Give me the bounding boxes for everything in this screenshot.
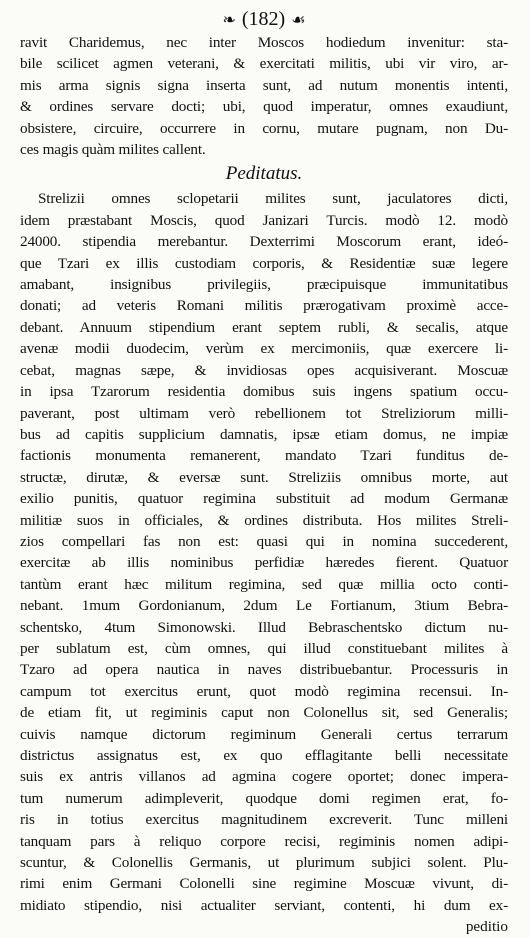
text-line: schentsko, 4tum Simonowski. Illud Bebraschentsko dictum nu-	[20, 618, 508, 636]
text-line: obsistere, circuire, occurrere in cornu, mutare pugnam, non Du-	[20, 119, 508, 137]
text-line: tum numerum adimpleverit, quodque domi regimen erat, fo-	[20, 789, 508, 807]
text-line: structæ, dirutæ, & eversæ sunt. Streliziis omnibus morte, aut	[20, 468, 508, 486]
text-line: per sublatum est, cùm omnes, qui illud constituebant milites à	[20, 639, 508, 657]
text-line: debant. Annuum stipendium erant septem rubli, & secalis, atque	[20, 318, 508, 336]
text-line: paverant, post ultimam verò rebellionem tot Streliziorum milli-	[20, 404, 508, 422]
text-line: de etiam fit, ut regiminis caput non Colonellus sit, sed Generalis;	[20, 704, 508, 722]
page-number: (182)	[241, 8, 286, 30]
text-line: bile scilicet agmen veterani, & exercitati militis, ubi vir viro, ar-	[20, 55, 508, 73]
text-line: Strelizii omnes sclopetarii milites sunt, jaculatores dicti,	[38, 190, 508, 208]
text-line: amabant, insignibus privilegiis, præcipuisque immunitatibus	[20, 276, 508, 294]
paragraph-peditatus	[20, 188, 508, 916]
text-line: bus ad capitis supplicium damnatis, ipsæ etiam domus, ne impiæ	[20, 425, 508, 443]
text-line: cebat, magnas sæpe, & invidiosas opes acquisiverant. Moscuæ	[20, 361, 508, 379]
text-line: districtus assignatus est, ex quo efflagitante belli necessitate	[20, 747, 508, 764]
catchword: peditio	[465, 918, 508, 936]
text-line: midiato stipendio, nisi actualiter serviant, contenti, hi dum ex-	[20, 896, 508, 914]
text-line: in ipsa Tzarorum residentia domibus suis ingens spatium occu-	[20, 383, 508, 401]
text-line: nebant. 1mum Gordonianum, 2dum Le Fortianum, 3tium Bebra-	[20, 597, 508, 615]
text-line: ces magis quàm milites callent.	[20, 141, 206, 159]
text-line: Tzaro ad opera nautica in naves distribuebantur. Processuris in	[20, 661, 508, 679]
ornament-right-icon: ☙	[291, 12, 306, 29]
text-line: scuntur, & Colonellis Germanis, ut plurimum subjici solent. Plu-	[20, 854, 508, 872]
text-line: & ordines servare docti; ubi, quod imperatur, omnes exaudiunt,	[20, 98, 508, 116]
text-line: zios compellari fas non est: quasi qui in nomina succederent,	[20, 532, 508, 550]
paragraph-continued	[20, 32, 508, 160]
text-line: exercitæ ab illis nominibus perfidiæ hæredes fierent. Quatuor	[20, 554, 508, 572]
text-line: idem præstabant Moscis, quod Janizari Turcis. modò 12. modò	[20, 211, 508, 229]
text-line: ravit Charidemus, nec inter Moscos hodiedum invenitur: sta-	[20, 34, 508, 51]
text-line: donati; ad veteris Romani militis prærogativam proximè acce-	[20, 297, 508, 315]
text-line: exilio punitis, quatuor regimina substituit ad modum Germanæ	[20, 490, 508, 508]
text-line: suis ex antris villanos ad agmina cogere oportet; donec impera-	[20, 768, 508, 786]
text-line: rimi enim Germani Colonelli sine regimine Moscuæ vivunt, di-	[20, 875, 508, 893]
text-line: militiæ suos in officiales, & ordines distributa. Hos milites Streli-	[20, 511, 508, 529]
ornament-left-icon: ❧	[222, 12, 236, 29]
text-line: que Tzari ex illis custodiam corporis, & Residentiæ suæ legere	[20, 254, 508, 272]
text-line: mis arma signis signa inserta sunt, ad nutum monentis intenti,	[20, 76, 508, 94]
text-line: campum tot exercitus erunt, quot modò regimina recensui. In-	[20, 682, 508, 700]
section-heading: Peditatus.	[225, 163, 303, 185]
text-line: ris in totius exercitus magnitudinem excreverit. Tunc milleni	[20, 811, 508, 829]
text-line: avenæ modii duodecim, verùm ex mercimoniis, quæ exercere li-	[20, 340, 508, 358]
text-line: factionis monumenta remanerent, mandato Tzari funditus de-	[20, 447, 508, 465]
text-line: cuivis namque dictorum regiminum Generali certus terrarum	[20, 725, 508, 743]
text-line: tantùm erant hæc militum regimina, sed quæ millia octo conti-	[20, 575, 508, 593]
text-line: 24000. stipendia merebantur. Dexterrimi Moscorum erant, ideó-	[20, 233, 508, 251]
text-line: tanquam pars à reliquo corpore recisi, regiminis nomen adipi-	[20, 832, 508, 850]
page-header	[20, 6, 508, 32]
